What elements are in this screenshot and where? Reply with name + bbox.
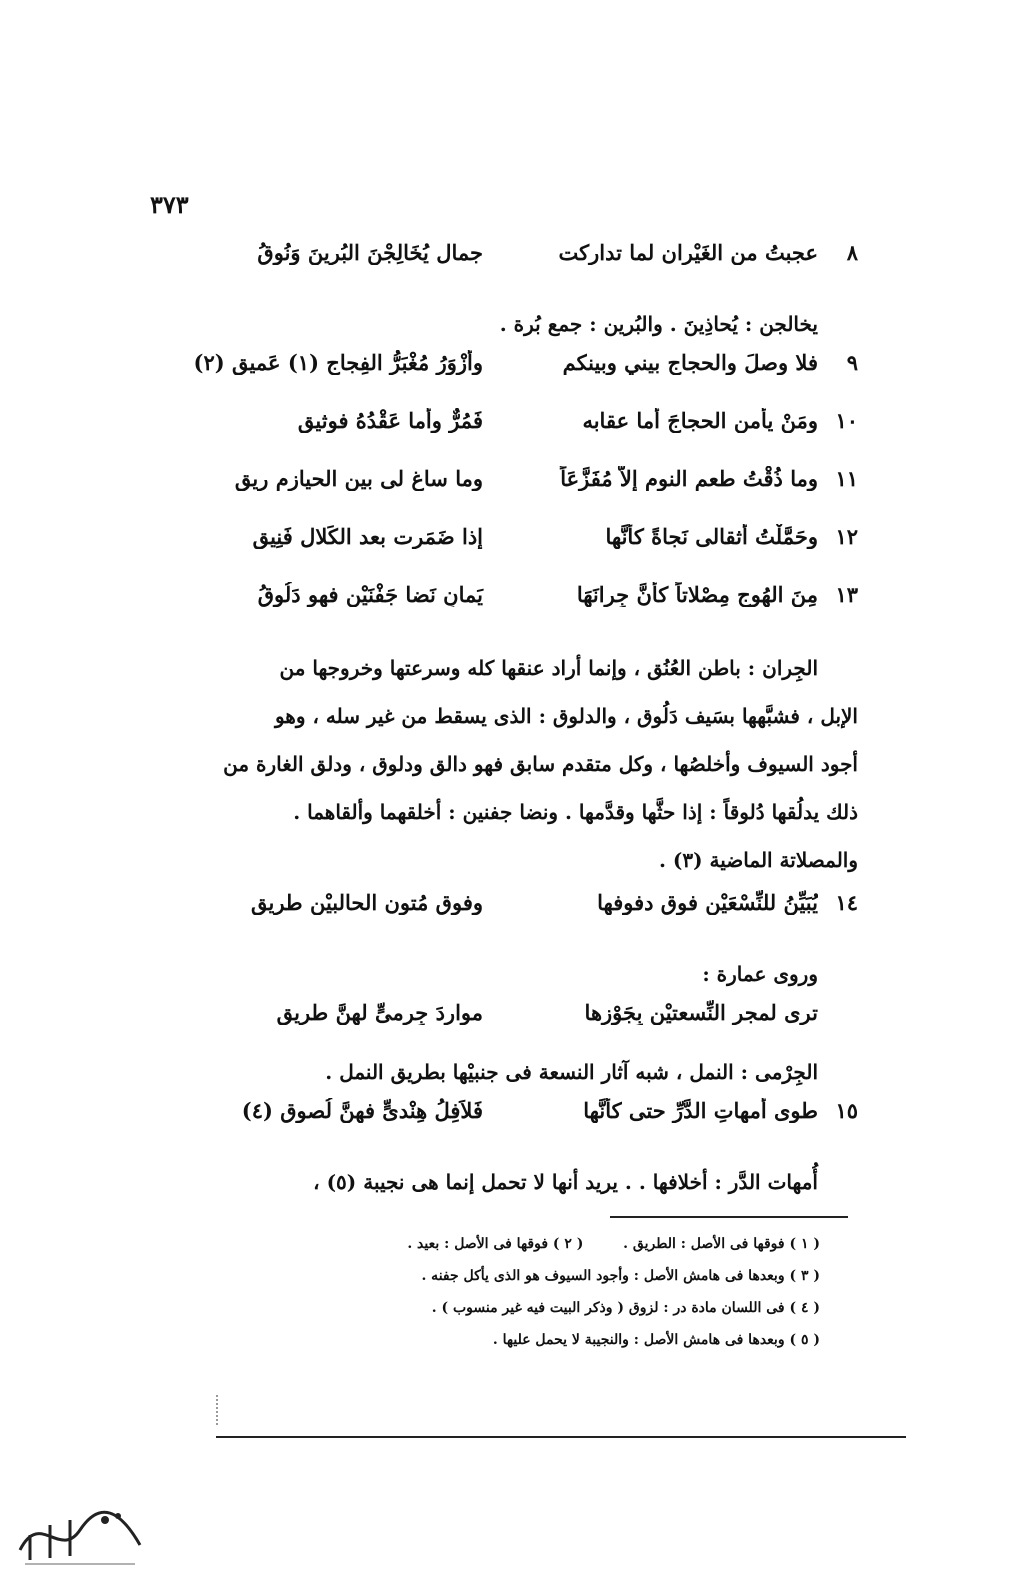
verse-hemistich-first: يُبَيِّنُ للنِّسْعَيْنِ فوق دفوفها xyxy=(597,890,818,915)
library-logo-icon xyxy=(10,1490,150,1570)
footnote-1: ( ١ ) فوقها فى الأصل : الطريق . xyxy=(623,1236,820,1252)
footnote-5: ( ٥ ) وبعدها فى هامش الأصل : والنجيبة لا يحمل عليها . xyxy=(492,1332,820,1348)
verse-hemistich-second: فَمُرٌّ وأما عَقْدُهُ فوثيق xyxy=(297,408,483,433)
bottom-rule xyxy=(216,1436,906,1438)
verse-hemistich-first: وحَمَّلْتُ أثقالى نَجاةً كأنَّها xyxy=(605,524,818,549)
verse-hemistich-second: وفوق مُتون الحالبيْن طريق xyxy=(250,890,483,915)
footnote-3: ( ٣ ) وبعدها فى هامش الأصل : وأجود السيوف هو الذى يأكل جفنه . xyxy=(421,1268,820,1284)
gloss-verse-8: يخالجن : يُحاذِينَ . والبُرين : جمع بُرة . xyxy=(499,312,818,336)
page-number: ٣٧٣ xyxy=(150,190,189,219)
verse-12 xyxy=(150,524,858,582)
footnote-line xyxy=(300,1292,820,1324)
verse-hemistich-second: وما ساغ لى بين الحيازم ريق xyxy=(234,466,483,491)
verse-number: ٩ xyxy=(846,350,858,375)
commentary-line: والمصلاتة الماضية (٣) . xyxy=(658,848,858,872)
commentary-line: الجِران : باطن العُنُق ، وإنما أراد عنقها كله وسرعتها وخروجها من xyxy=(279,656,818,680)
gloss-verse-15: أُمهات الدَّر : أخلافها . . يريد أنها لا تحمل إنما هى نجيبة (٥) ، xyxy=(313,1170,818,1194)
footnotes xyxy=(300,1228,820,1356)
riwaya-label: وروى عمارة : xyxy=(702,962,818,986)
footnote-line xyxy=(300,1260,820,1292)
footnote-2: ( ٢ ) فوقها فى الأصل : بعيد . xyxy=(407,1236,584,1252)
verse-13 xyxy=(150,582,858,640)
verse-8 xyxy=(150,240,858,298)
verse-hemistich-second: مواردَ جِرمىٍّ لهنَّ طريق xyxy=(276,1000,483,1025)
verse-10 xyxy=(150,408,858,466)
verse-number: ١٥ xyxy=(835,1098,858,1123)
verse-number: ٨ xyxy=(846,240,858,265)
footnote-line xyxy=(300,1228,820,1260)
verse-hemistich-first: وما ذُقْتُ طعم النوم إلاَّ مُفَزَّعَاً xyxy=(560,466,818,491)
verse-number: ١٢ xyxy=(835,524,858,549)
footnote-4: ( ٤ ) فى اللسان مادة در : لزوق ( وذكر البيت فيه غير منسوب ) . xyxy=(431,1300,820,1316)
verse-hemistich-second: جمال يُخَالِجْنَ البُرينَ وَنُوقُ xyxy=(257,240,483,265)
verse-hemistich-second: فَلاَفِلُ هِنْدىٍّ فهنَّ لُصوق (٤) xyxy=(241,1098,483,1123)
verse-number: ١٣ xyxy=(835,582,858,607)
verse-number: ١١ xyxy=(835,466,858,491)
verse-15 xyxy=(150,1098,858,1156)
gloss-verse-14: الجِرْمى : النمل ، شبه آثار النسعة فى جنبيْها بطريق النمل . xyxy=(325,1060,818,1084)
verse-hemistich-first: مِنَ الهُوجِ مِصْلاتاً كأنَّ جِرانَهَا xyxy=(576,582,818,607)
riwaya-verse xyxy=(150,1000,858,1046)
verse-number: ١٠ xyxy=(835,408,858,433)
verse-hemistich-first: عجبتُ من الغَيْران لما تداركت xyxy=(558,240,818,265)
verse-hemistich-second: وأزْوَرُ مُغْبَرُّ الفِجاج (١) عَميق (٢) xyxy=(193,350,483,375)
verse-hemistich-second: يَمانٍ نَضا جَفْنَيْنِ فهو دَلُوقُ xyxy=(257,582,483,607)
commentary-line: الإبل ، فشبَّهها بسَيف دَلُوق ، والدلوق : الذى يسقط من غير سله ، وهو xyxy=(274,704,858,728)
verse-hemistich-first: ترى لمجر النِّسعتيْن بِجَوْزِها xyxy=(584,1000,818,1025)
verse-9 xyxy=(150,350,858,408)
commentary-verse-13 xyxy=(150,644,858,884)
commentary-line: أجود السيوف وأخلصُها ، وكل متقدم سابق فهو دالق ودلوق ، ودلق الغارة من xyxy=(223,752,858,776)
verse-14 xyxy=(150,890,858,948)
verse-hemistich-second: إذا ضَمَرت بعد الكَلال فَنِيق xyxy=(252,524,483,549)
verse-hemistich-first: فلا وصلَ والحجاج بيني وبينكم xyxy=(562,350,818,375)
scan-artifact xyxy=(216,1395,222,1425)
footnote-line xyxy=(300,1324,820,1356)
footnote-rule xyxy=(610,1216,848,1218)
commentary-line: ذلك يدلُقها دُلوقاً : إذا حثَّها وقدَّمها . ونضا جفنين : أخلقهما وألقاهما . xyxy=(293,800,858,824)
main-text xyxy=(150,240,858,1208)
verse-number: ١٤ xyxy=(835,890,858,915)
verse-11 xyxy=(150,466,858,524)
verse-hemistich-first: طوى أمهاتِ الدَّرِّ حتى كأنَّها xyxy=(583,1098,818,1123)
verse-hemistich-first: ومَنْ يأمن الحجاجَ أما عقابه xyxy=(582,408,818,433)
